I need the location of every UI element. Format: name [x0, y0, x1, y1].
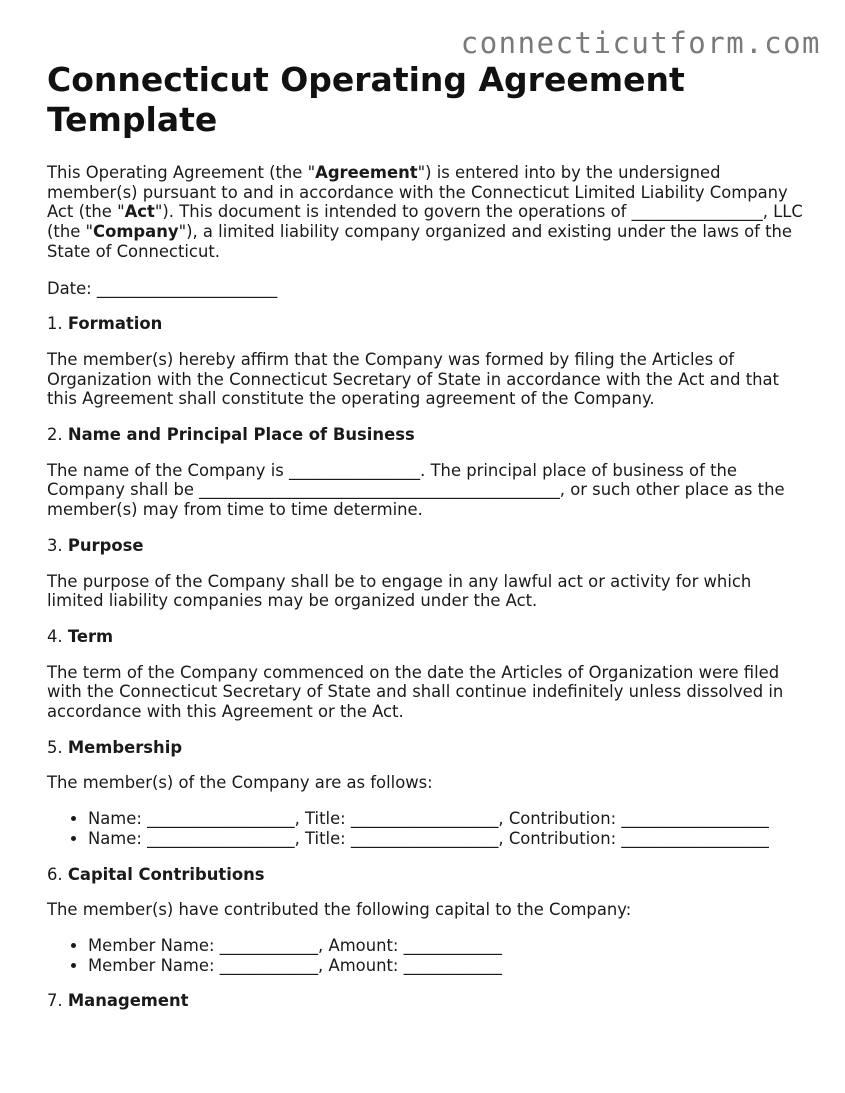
intro-paragraph — [47, 163, 807, 262]
section-title: Term — [67, 626, 114, 646]
intro-term-act: Act — [124, 202, 155, 222]
section-body-membership: The member(s) of the Company are as follows: — [47, 773, 433, 793]
intro-term-agreement: Agreement — [315, 163, 418, 182]
document-title: Connecticut Operating Agreement Template — [47, 60, 685, 139]
section-title: Name and Principal Place of Business — [67, 425, 415, 445]
section-heading-formation — [47, 314, 807, 334]
capital-list — [47, 936, 807, 975]
section-number: 6. — [47, 864, 68, 884]
section-body-term: The term of the Company commenced on the date the Articles of Organization were filed with the Connecticut Secretary of State and shall continue indefinitely unless dissolved in accordance with this Agreement or the Act. — [47, 662, 784, 722]
section-body-purpose: The purpose of the Company shall be to engage in any lawful act or activity for which limited liability companies may be organized under the Act. — [47, 571, 752, 611]
intro-text-4: "), a limited liability company organized and existing under the laws of the State of Connecticut. — [47, 222, 793, 261]
document-page — [47, 60, 807, 1011]
section-title: Management — [67, 991, 189, 1011]
section-heading-term — [47, 627, 807, 647]
intro-text-3: "). This document is intended to govern the operations of ________________, LLC (the " — [47, 202, 803, 242]
section-title: Capital Contributions — [67, 864, 265, 884]
list-item: • Name: __________________, Title: __________________, Contribution: __________________ — [88, 829, 807, 849]
section-heading-purpose — [47, 536, 807, 556]
watermark-site-name: connecticutform.com — [460, 26, 821, 60]
intro-term-company: Company — [93, 222, 179, 242]
section-number: 5. — [47, 737, 68, 757]
section-heading-capital — [47, 865, 807, 885]
member-list — [47, 809, 807, 848]
section-heading-name-place — [47, 425, 807, 445]
section-title: Purpose — [67, 535, 144, 555]
list-item: • Member Name: ____________, Amount: ____________ — [88, 936, 807, 956]
section-title: Formation — [67, 314, 163, 334]
intro-text-2: ") is entered into by the undersigned member(s) pursuant to and in accordance with the Connecticut Limited Liability Company Act (the " — [47, 163, 788, 222]
section-title: Membership — [67, 737, 183, 757]
intro-text-1: This Operating Agreement (the " — [47, 163, 316, 182]
section-number: 4. — [47, 626, 68, 646]
date-line: Date: ______________________ — [47, 278, 278, 298]
list-item: • Name: __________________, Title: __________________, Contribution: __________________ — [88, 809, 807, 829]
section-number: 7. — [47, 991, 68, 1011]
section-body-name-place: The name of the Company is ________________. The principal place of business of the Company shall be ____________________________________________, or such other place as the member(s) may from time to time determine. — [47, 460, 785, 520]
section-body-formation: The member(s) hereby affirm that the Company was formed by filing the Articles of Organization with the Connecticut Secretary of State in accordance with the Act and that this Agreement shall constitute the operating agreement of the Company. — [47, 349, 779, 409]
list-item: • Member Name: ____________, Amount: ____________ — [88, 956, 807, 976]
section-number: 3. — [47, 535, 68, 555]
section-number: 2. — [47, 425, 68, 445]
section-number: 1. — [47, 314, 68, 334]
section-body-capital: The member(s) have contributed the following capital to the Company: — [47, 900, 632, 920]
section-heading-management — [47, 991, 807, 1011]
section-heading-membership — [47, 738, 807, 758]
